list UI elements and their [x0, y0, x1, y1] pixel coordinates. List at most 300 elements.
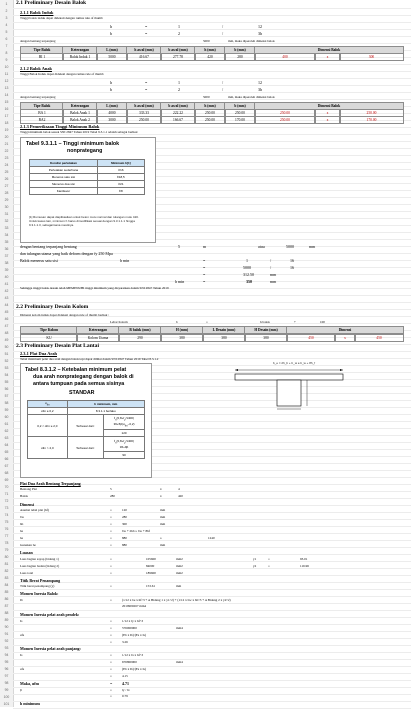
row-number[interactable]: 36	[4, 247, 9, 251]
table-header-cell: h awal (mm)	[126, 102, 162, 110]
row-number[interactable]: 94	[4, 653, 9, 657]
grid-line	[13, 652, 411, 653]
fig-head: h minimum, mm	[67, 401, 144, 408]
calc-text: =	[110, 633, 112, 637]
row-number[interactable]: 93	[4, 646, 9, 650]
row-number[interactable]: 26	[4, 177, 9, 181]
calc-text: bw + 2hb ≤ bw + 8hf	[122, 529, 150, 533]
calc-v: 312.50	[243, 272, 254, 277]
grid-line	[13, 274, 411, 275]
calc-text: =	[110, 529, 112, 533]
row-number[interactable]: 76	[4, 527, 9, 531]
formula-b-label: b	[110, 87, 112, 92]
calc-text: Gunakan be	[20, 543, 36, 547]
calc-text: Is	[20, 619, 23, 623]
table-header-cell: L (mm)	[96, 102, 128, 110]
plat-title: Plat Dua Arah Bentang Terpanjang	[20, 481, 81, 486]
grid-line	[13, 36, 411, 37]
kolom-b: b	[176, 320, 178, 324]
table-cell: 450	[286, 334, 336, 342]
table-cell: Balok Anak 2	[62, 116, 98, 124]
row-number[interactable]: 7	[5, 44, 8, 48]
beta-formula: ly / lx	[122, 688, 130, 692]
grid-line	[13, 533, 411, 534]
row-number[interactable]: 59	[4, 408, 9, 412]
ib-formula: (1/12 x be x hf^3 + A Bidang 1 x y1^2) + (1/12 x bw x hb^3 + A Bidang 2 x y2^2)	[122, 598, 231, 602]
row-number[interactable]: 63	[4, 436, 9, 440]
table-header-cell: Tipe Balok	[20, 46, 64, 54]
note-balok-anak: Tinggi Balok Induk dapat didekati dengan rumus rule of thumb	[20, 72, 104, 76]
row-number[interactable]: 28	[4, 191, 9, 195]
note-balok-induk: Tinggi balok induk dapat didekati dengan rumus rule of thumb	[20, 16, 103, 20]
row-number[interactable]: 48	[4, 331, 9, 335]
calc-text: mm	[160, 515, 166, 519]
calc-text: =	[268, 557, 270, 561]
calc-text: 84000	[146, 564, 155, 568]
formula-h-value: 1	[178, 80, 180, 85]
row-number[interactable]: 82	[4, 569, 9, 573]
calc-text: Luas bagian sayap (bidang 1)	[20, 557, 59, 561]
table-header-cell: b (mm)	[224, 46, 256, 54]
calc-text: hb	[20, 522, 24, 526]
row-number[interactable]: 15	[4, 100, 9, 104]
table-cell: BI 1	[20, 53, 64, 61]
formula-b-label: b	[110, 31, 112, 36]
row-number[interactable]: 19	[4, 128, 9, 132]
formula-eq: =	[145, 87, 148, 92]
row-number[interactable]: 20	[4, 135, 9, 139]
calc-text: bw	[20, 515, 25, 519]
calc-text: 3.26	[122, 640, 128, 644]
formula-eq: =	[145, 24, 148, 29]
grid-line	[13, 64, 411, 65]
calc-v: 1	[246, 258, 248, 263]
kolom-plus: +	[294, 320, 296, 324]
kolom-eq: =	[206, 320, 208, 324]
formula-b-value: 2	[178, 31, 180, 36]
row-number[interactable]: 71	[4, 492, 9, 496]
grid-line	[13, 267, 411, 268]
span-mm-unit: mm	[309, 244, 316, 249]
row-number[interactable]: 25	[4, 170, 9, 174]
row-number[interactable]: 84	[4, 583, 9, 587]
fy-line: dan tulangan utama yang baik deform dengan fy 250 Mpa	[20, 251, 113, 256]
row-number[interactable]: 38	[4, 261, 9, 265]
span-value: 5000	[203, 39, 210, 43]
row-number[interactable]: 72	[4, 499, 9, 503]
row-number[interactable]: 79	[4, 548, 9, 552]
grid-line	[13, 505, 411, 506]
row-number[interactable]: 40	[4, 275, 9, 279]
note-kolom: Dimensi kolom induk dapat didekati dengan rule of thumb berikut :	[20, 313, 110, 317]
grid-line	[13, 554, 411, 555]
calc-text: ≤	[160, 536, 162, 540]
inersia-label: Momen Inersia Balok:	[20, 591, 59, 596]
row-number[interactable]: 69	[4, 478, 9, 482]
grid-line	[13, 8, 411, 9]
calc-text: x	[160, 487, 162, 491]
last-row-label: h minimum	[20, 701, 40, 706]
row-number[interactable]: 34	[4, 233, 9, 237]
row-number[interactable]: 21	[4, 142, 9, 146]
row-number[interactable]: 3	[5, 16, 8, 20]
figure-title: Tabel 9.3.1.1 – Tinggi minimum balok	[26, 141, 120, 147]
row-number[interactable]: 12	[4, 79, 9, 83]
grid-line	[13, 561, 411, 562]
row-number[interactable]: 54	[4, 373, 9, 377]
row-number[interactable]: 67	[4, 464, 9, 468]
calc-text: =	[110, 522, 112, 526]
row-number[interactable]: 18	[4, 121, 9, 125]
section-title-2-3: 2.3 Preliminary Desain Plat Lantai	[16, 343, 100, 349]
row-number[interactable]: 49	[4, 338, 9, 342]
grid-line	[13, 547, 411, 548]
calc-text: be	[20, 529, 24, 533]
formula-b-div: 3h	[258, 31, 262, 36]
tbeam-formula: b_e = 2h_b + b_w ≤ b_w + 8h_f	[273, 361, 316, 365]
row-number[interactable]: 64	[4, 443, 9, 447]
maka-value: 4.71	[122, 681, 129, 686]
row-number[interactable]: 11	[4, 72, 9, 76]
row-number[interactable]: 31	[4, 212, 9, 216]
grid-line	[13, 694, 411, 695]
grid-line	[13, 22, 411, 23]
calc-text: =	[110, 674, 112, 678]
calc-text: =	[110, 626, 112, 630]
fig-cell: αfm ≤ 0,2	[28, 408, 68, 415]
calc-v: 350	[246, 279, 252, 284]
subsection-balok-anak: 2.1.2 Balok Anak	[20, 66, 52, 71]
table-cell: 250.00	[254, 109, 316, 117]
row-number[interactable]: 39	[4, 268, 9, 272]
formula-h-value: 1	[178, 24, 180, 29]
table-cell: x	[314, 109, 341, 117]
calc-text: 880	[122, 543, 127, 547]
calc-text: Titik berat penampang (y)	[20, 584, 55, 588]
calc-text: mm	[160, 543, 166, 547]
row-number[interactable]: 90	[4, 625, 9, 629]
table-cell: 380	[160, 334, 204, 342]
calc-text: 880	[122, 536, 127, 540]
row-number[interactable]: 80	[4, 555, 9, 559]
table-cell: 4000	[96, 109, 128, 117]
row-number[interactable]: 75	[4, 520, 9, 524]
grid-line	[13, 666, 411, 667]
beta-value: 0.79	[122, 694, 128, 698]
row-number[interactable]: 53	[4, 366, 9, 370]
row-number[interactable]: 24	[4, 163, 9, 167]
row-number[interactable]: 42	[4, 289, 9, 293]
grid-line	[13, 575, 411, 576]
row-number[interactable]: 10	[4, 65, 9, 69]
row-number[interactable]: 23	[4, 156, 9, 160]
span-note: dengan bentang terpanjang	[20, 95, 56, 99]
row-number[interactable]: 37	[4, 254, 9, 258]
row-number[interactable]: 96	[4, 667, 9, 671]
table-header-cell: Keterangan	[62, 102, 98, 110]
grid-line	[13, 92, 411, 93]
calc-text: 280	[110, 494, 115, 498]
row-number[interactable]: 45	[4, 310, 9, 314]
kolom-hbalok: h balok	[260, 320, 270, 324]
span-m: 5	[178, 244, 180, 249]
calc-text: mm2	[176, 564, 183, 568]
row-number[interactable]: 83	[4, 576, 9, 580]
calc-text: be	[20, 536, 24, 540]
calc-text: =	[110, 557, 112, 561]
row-number[interactable]: 74	[4, 513, 9, 517]
subsection-plat-dua-arah: 2.3.1 Plat Dua Arah	[20, 351, 57, 356]
calc-text: =	[110, 564, 112, 568]
row-number[interactable]: 95	[4, 660, 9, 664]
table-header-cell: H (mm)	[160, 326, 204, 334]
beta-eq: =	[110, 694, 112, 698]
calc-eq: =	[203, 258, 206, 263]
row-number[interactable]: 35	[4, 240, 9, 244]
row-number[interactable]: 77	[4, 534, 9, 538]
row-number[interactable]: 27	[4, 184, 9, 188]
grid-line	[13, 295, 411, 296]
formula-sep: /	[222, 24, 224, 29]
calc-text: (Eb x Ib)/(Es x Is)	[122, 633, 146, 637]
row-number[interactable]: 16	[4, 107, 9, 111]
grid-line	[13, 610, 411, 611]
row-number[interactable]: 101	[3, 702, 10, 706]
calc-eq: =	[203, 265, 206, 270]
beta-eq: =	[110, 688, 112, 692]
grid-line	[13, 687, 411, 688]
calc-eq: =	[203, 272, 206, 277]
calc-text: =	[110, 543, 112, 547]
grid-line	[13, 673, 411, 674]
grid-line	[13, 701, 411, 702]
table-header-cell: Dimensi	[286, 326, 404, 334]
row-number[interactable]: 81	[4, 562, 9, 566]
formula-h-label: h	[110, 80, 112, 85]
span-note: dengan bentang terpanjang	[20, 39, 56, 43]
calc-text: =	[110, 508, 112, 512]
row-number[interactable]: 92	[4, 639, 9, 643]
grid-line	[13, 351, 411, 352]
row-number[interactable]: 87	[4, 604, 9, 608]
maka-eq: =	[110, 681, 113, 686]
grid-line	[13, 519, 411, 520]
table-cell: 250.00	[194, 116, 226, 124]
calc-text: 4	[178, 487, 180, 491]
row-number[interactable]: 6	[5, 37, 8, 41]
calc-text: mm2	[176, 571, 183, 575]
table-cell: BA2	[20, 116, 64, 124]
row-number[interactable]: 1	[5, 2, 8, 6]
row-number[interactable]: 8	[5, 51, 8, 55]
table-cell: 250.00	[339, 109, 404, 117]
table-cell: 300	[339, 53, 404, 61]
table-header-cell: Dimensi Balok	[254, 46, 404, 54]
row-number[interactable]: 60	[4, 415, 9, 419]
row-number[interactable]: 61	[4, 422, 9, 426]
table-cell: 222.22	[160, 109, 196, 117]
grid-line	[13, 631, 411, 632]
fig-cell: αfm > 2,0	[28, 437, 68, 459]
table-cell: 290	[118, 334, 162, 342]
table-cell: x	[314, 116, 341, 124]
row-number[interactable]: 78	[4, 541, 9, 545]
row-number[interactable]: 70	[4, 485, 9, 489]
row-number[interactable]: 89	[4, 618, 9, 622]
calc-text: Is	[20, 653, 23, 657]
row-number[interactable]: 14	[4, 93, 9, 97]
grid-line	[13, 302, 411, 303]
row-number[interactable]: 68	[4, 471, 9, 475]
grid-line	[13, 99, 411, 100]
row-number[interactable]: 98	[4, 681, 9, 685]
dimensi-label: Dimensi	[20, 502, 34, 507]
table-header-cell: H Desain (mm)	[244, 326, 288, 334]
table-cell: x	[314, 53, 341, 61]
figure-title: Tabel 8.3.1.2 – Ketebalan minimum pelat	[25, 367, 127, 373]
row-number[interactable]: 41	[4, 282, 9, 286]
grid-line	[13, 617, 411, 618]
table-cell: 450	[354, 334, 404, 342]
row-number[interactable]: 32	[4, 219, 9, 223]
row-number[interactable]: 52	[4, 359, 9, 363]
calc-d: 16	[290, 258, 294, 263]
calc-text: 93.01	[300, 557, 308, 561]
calc-text: αfs	[20, 633, 25, 637]
formula-h-div: 12	[258, 80, 262, 85]
table-cell: 250.00	[194, 109, 226, 117]
row-number[interactable]: 4	[5, 23, 8, 27]
h-min-label: h min	[120, 258, 130, 263]
span-atau: atau	[258, 244, 265, 249]
table-header-cell: b awal (mm)	[160, 46, 196, 54]
calc-text: =	[110, 584, 112, 588]
grid-line	[13, 78, 411, 79]
row-number[interactable]: 29	[4, 198, 9, 202]
calc-d: 16	[290, 265, 294, 270]
table-cell: 170.00	[224, 116, 256, 124]
row-number[interactable]: 65	[4, 450, 9, 454]
row-number[interactable]: 91	[4, 632, 9, 636]
calc-text: mm	[176, 584, 182, 588]
row-number[interactable]: 5	[5, 30, 8, 34]
formula-sep: /	[222, 87, 224, 92]
table-header-cell: Keterangan	[76, 326, 120, 334]
calc-text: =	[110, 640, 112, 644]
formula-eq: =	[145, 31, 148, 36]
table-cell: 250.00	[254, 116, 316, 124]
calc-text: Luas total	[20, 571, 34, 575]
row-number[interactable]: 58	[4, 401, 9, 405]
row-number[interactable]: 17	[4, 114, 9, 118]
kolom-100: 100	[320, 320, 325, 324]
row-number[interactable]: 62	[4, 429, 9, 433]
grid-line	[13, 624, 411, 625]
calc-text: 1/12 x lx x hf^3	[122, 653, 143, 657]
calc-text: mm	[160, 522, 166, 526]
row-number[interactable]: 33	[4, 226, 9, 230]
fig-cell: ℓ/21	[97, 181, 144, 188]
row-number[interactable]: 66	[4, 457, 9, 461]
figure-tabel-9-3-1-1	[20, 137, 156, 243]
figure-footnote: [1] Rumusan dapat diaplikasikan untuk beton mutu normal dan tulangan mutu 420. Untuk kasus lain, minimum h harus dimodifikasi sesuai dengan 9.3.1.1.1 hingga 9.3.1.1.3, sebagaimana mestinya.	[29, 215, 139, 227]
row-number[interactable]: 46	[4, 317, 9, 321]
table-cell: 170.00	[339, 116, 404, 124]
grid-line	[13, 281, 411, 282]
calc-text: =	[110, 515, 112, 519]
fig-cell: 120	[104, 430, 145, 437]
fig-cell: 0,2 < αfm ≤ 2,0	[28, 415, 68, 437]
table-cell: 250.00	[224, 109, 256, 117]
figure-table	[29, 159, 145, 195]
row-number[interactable]: 86	[4, 597, 9, 601]
row-number[interactable]: 55	[4, 380, 9, 384]
fig-cell: ℓ/18,5	[97, 174, 144, 181]
grid-line	[13, 85, 411, 86]
fig-cell: Terbesar dari:	[67, 437, 104, 459]
figure-table: $\alpha_{fm}$ h minimum, mm αfm ≤ 0,2 8.3.1.1 berlaku 0,2 < αfm ≤ 2,0 Terbesar dari: $\ell_n(0,8+f_y/1400)$ $36+5\beta(\alpha_{fm}-0,2)$ 120 αfm > 2,0 Terbesar dari: $\ell_n(0,8+f_y/1400)$ 36+9β 90	[27, 400, 145, 459]
row-number[interactable]: 97	[4, 674, 9, 678]
row-number[interactable]: 47	[4, 324, 9, 328]
tbeam-icon	[225, 362, 353, 412]
grid-line	[13, 659, 411, 660]
row-number[interactable]: 50	[4, 345, 9, 349]
calc-text: Bentang Plat	[20, 487, 37, 491]
row-number[interactable]: 44	[4, 303, 9, 307]
table-cell: Balok Anak 1	[62, 109, 98, 117]
table-cell: KU	[20, 334, 78, 342]
table-cell: 5000	[96, 53, 128, 61]
row-number[interactable]: 85	[4, 590, 9, 594]
grid-line	[13, 589, 411, 590]
row-number[interactable]: 30	[4, 205, 9, 209]
beta-label: β	[20, 688, 22, 692]
formula-b-value: 2	[178, 87, 180, 92]
calc-text: 120	[122, 508, 127, 512]
row-number[interactable]: 2	[5, 9, 8, 13]
fig-cell: Menerus dua sisi	[30, 181, 98, 188]
titik-label: Titik Berat Penampang	[20, 578, 61, 583]
figure-title: nonprategang	[67, 148, 103, 154]
calc-text: y1	[253, 557, 257, 561]
row-number[interactable]: 56	[4, 387, 9, 391]
grid-line	[13, 323, 411, 324]
row-number[interactable]: 88	[4, 611, 9, 615]
panjang-label: Momen Inersia pelat arah panjang:	[20, 646, 81, 651]
calc-text: mm4	[176, 626, 183, 630]
row-number[interactable]: 99	[4, 688, 9, 692]
grid-line	[13, 582, 411, 583]
grid-line	[13, 491, 411, 492]
row-number[interactable]: 73	[4, 506, 9, 510]
row-number[interactable]: 43	[4, 296, 9, 300]
row-number[interactable]: 13	[4, 86, 9, 90]
calc-text: 105600	[146, 557, 156, 561]
fig-head: Kondisi perletakan	[30, 160, 98, 167]
grid-line	[13, 568, 411, 569]
row-number[interactable]: 22	[4, 149, 9, 153]
row-number[interactable]: 9	[5, 58, 8, 62]
calc-text: (Eb x Ib)/(Es x Is)	[122, 667, 146, 671]
table-cell: x	[334, 334, 356, 342]
grid-line	[13, 43, 411, 44]
row-number[interactable]: 100	[3, 695, 10, 699]
calc-text: 189600	[146, 571, 156, 575]
row-number[interactable]: 51	[4, 352, 9, 356]
row-number[interactable]: 57	[4, 394, 9, 398]
fig-cell: Menerus satu sisi	[30, 174, 98, 181]
calc-text: x	[160, 494, 162, 498]
